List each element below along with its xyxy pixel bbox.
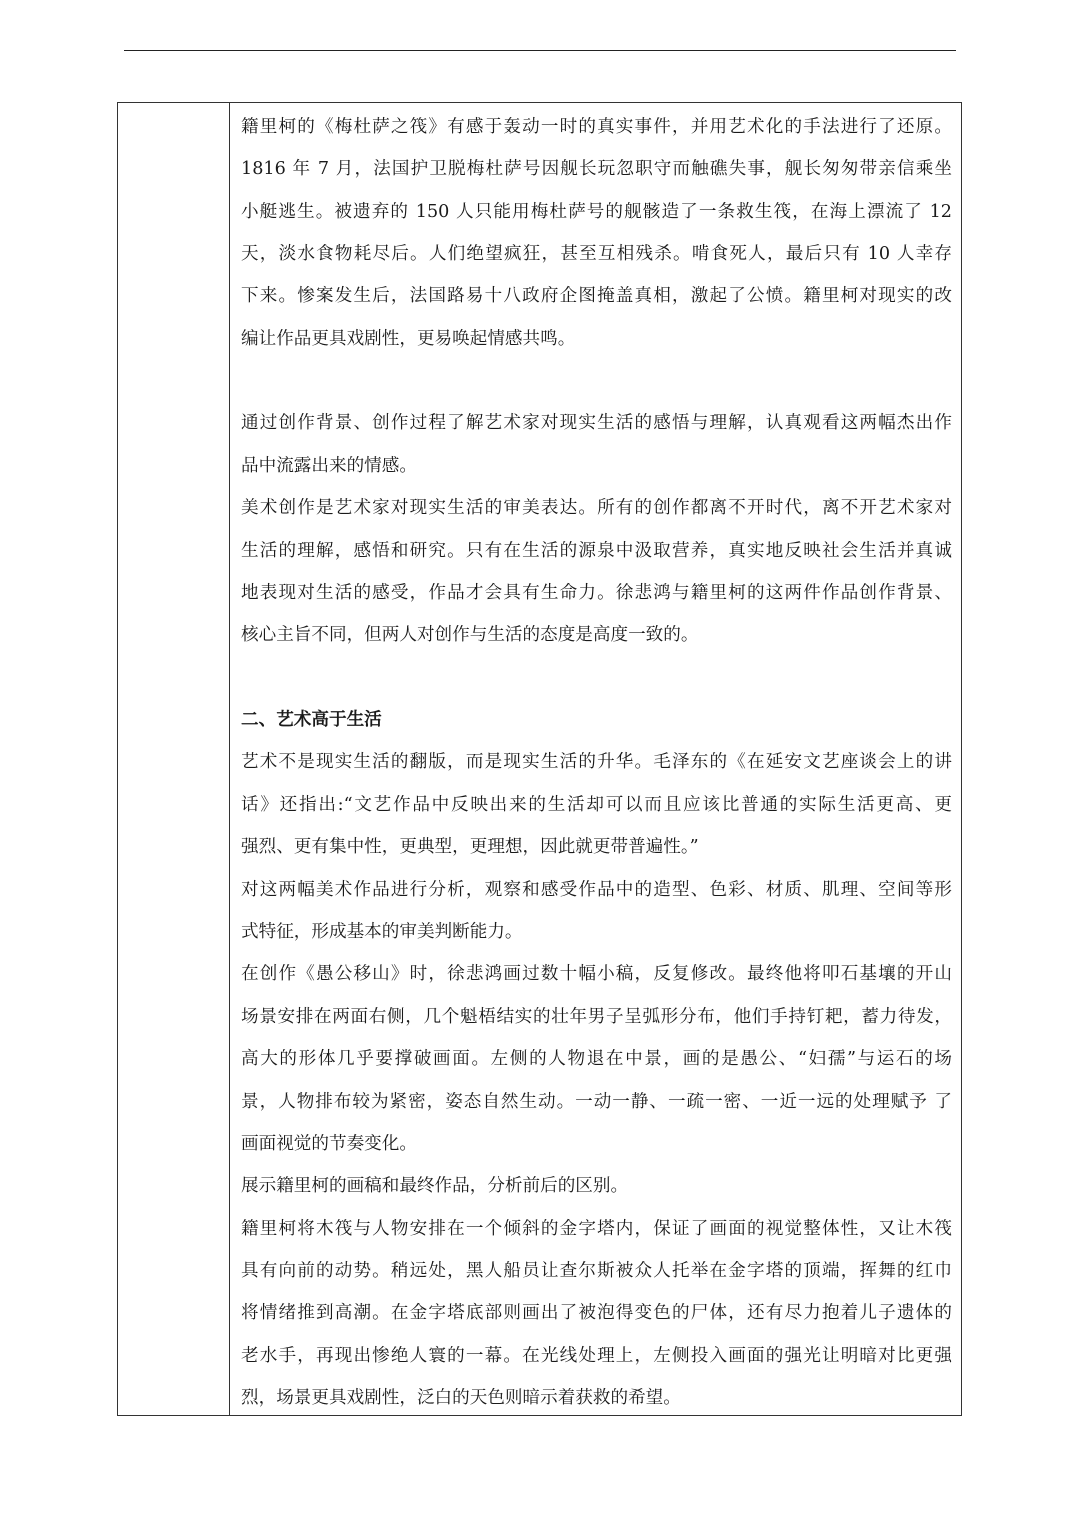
paragraph-line: 生活的理解，感悟和研究。只有在生活的源泉中汲取营养，真实地反映社会生活并真诚 [241,541,952,561]
paragraph-line: 景，人物排布较为紧密，姿态自然生动。一动一静、一疏一密、一近一远的处理赋予 了 [241,1092,952,1112]
paragraph-line: 在创作《愚公移山》时，徐悲鸿画过数十幅小稿，反复修改。最终他将叩石基壤的开山 [241,964,952,984]
paragraph-line: 艺术不是现实生活的翻版，而是现实生活的升华。毛泽东的《在延安文艺座谈会上的讲 [241,752,952,772]
paragraph-line: 画面视觉的节奏变化。 [241,1134,417,1154]
paragraph-line: 下来。惨案发生后，法国路易十八政府企图掩盖真相，激起了公愤。籍里柯对现实的改 [241,286,952,306]
paragraph-line: 具有向前的动势。稍远处，黑人船员让查尔斯被众人托举在金字塔的顶端，挥舞的红巾 [241,1261,952,1281]
paragraph-line: 强烈、更有集中性，更典型，更理想，因此就更带普遍性。” [241,837,699,857]
paragraph-line: 籍里柯的《梅杜萨之筏》有感于轰动一时的真实事件，并用艺术化的手法进行了还原。 [241,117,952,137]
paragraph-line: 籍里柯将木筏与人物安排在一个倾斜的金字塔内，保证了画面的视觉整体性，又让木筏 [241,1219,952,1239]
paragraph-line: 场景安排在两面右侧，几个魁梧结实的壮年男子呈弧形分布，他们手持钉耙，蓄力待发， [241,1007,952,1027]
paragraph-line: 1816 年 7 月，法国护卫脱梅杜萨号因舰长玩忽职守而触礁失事，舰长匆匆带亲信乘坐 [241,159,952,179]
header-rule [124,50,956,51]
table-right-column [230,103,961,1415]
paragraph-line: 对这两幅美术作品进行分析，观察和感受作品中的造型、色彩、材质、肌理、空间等形 [241,880,952,900]
paragraph-line: 小艇逃生。被遗弃的 150 人只能用梅杜萨号的舰骸造了一条救生筏，在海上漂流了 12 [241,202,952,222]
paragraph-line: 通过创作背景、创作过程了解艺术家对现实生活的感悟与理解，认真观看这两幅杰出作 [241,413,952,433]
paragraph-line: 将情绪推到高潮。在金字塔底部则画出了被泡得变色的尸体，还有尽力抱着儿子遗体的 [241,1303,952,1323]
section-heading: 二、艺术高于生活 [241,709,382,730]
paragraph-line: 展示籍里柯的画稿和最终作品，分析前后的区别。 [241,1176,629,1196]
paragraph-line: 地表现对生活的感受，作品才会具有生命力。徐悲鸿与籍里柯的这两件作品创作背景、 [241,583,952,603]
paragraph-line: 美术创作是艺术家对现实生活的审美表达。所有的创作都离不开时代，离不开艺术家对 [241,498,952,518]
paragraph-line: 天，淡水食物耗尽后。人们绝望疯狂，甚至互相残杀。啃食死人，最后只有 10 人幸存 [241,244,952,264]
paragraph-line: 核心主旨不同，但两人对创作与生活的态度是高度一致的。 [241,625,699,645]
paragraph-line: 品中流露出来的情感。 [241,456,417,476]
paragraph-line: 编让作品更具戏剧性，更易唤起情感共鸣。 [241,329,576,349]
paragraph-line: 烈，场景更具戏剧性，泛白的天色则暗示着获救的希望。 [241,1388,681,1408]
paragraph-line: 高大的形体几乎要撑破画面。左侧的人物退在中景，画的是愚公、“妇孺”与运石的场 [241,1049,952,1069]
paragraph-line: 式特征，形成基本的审美判断能力。 [241,922,523,942]
paragraph-line: 老水手，再现出惨绝人寰的一幕。在光线处理上，左侧投入画面的强光让明暗对比更强 [241,1346,952,1366]
content-table [117,102,962,1416]
paragraph-line: 话》还指出:“文艺作品中反映出来的生活却可以而且应该比普通的实际生活更高、更 [241,795,952,815]
table-left-column [118,103,230,1415]
